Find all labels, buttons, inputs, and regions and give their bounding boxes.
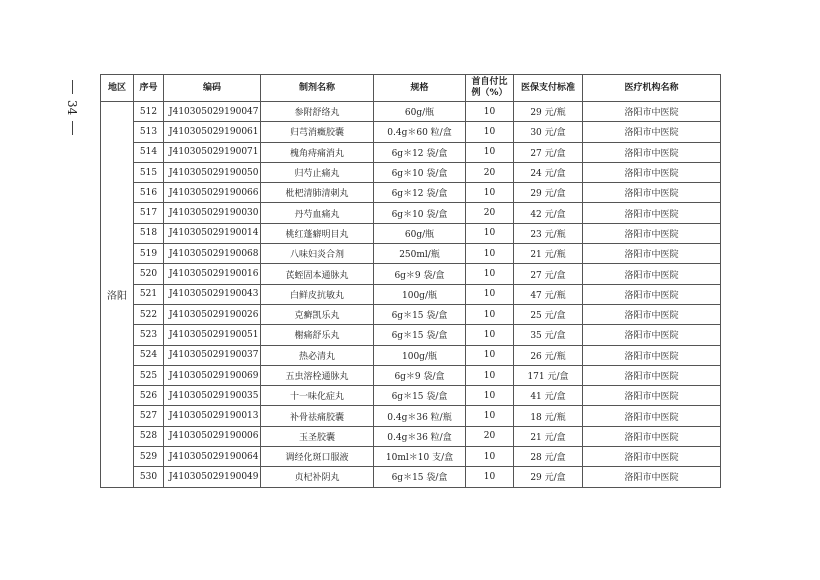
table-row xyxy=(101,406,721,426)
cell-price: 23 元/瓶 xyxy=(514,223,583,243)
cell-ratio: 10 xyxy=(466,345,514,365)
table-row xyxy=(101,142,721,162)
page-number xyxy=(60,80,84,160)
cell-code: J410305029190035 xyxy=(164,386,261,406)
header-ratio: 首自付比例（%） xyxy=(466,75,514,102)
cell-code: J410305029190047 xyxy=(164,102,261,122)
cell-spec: 6g＊15 袋/盒 xyxy=(374,304,466,324)
table-header-row xyxy=(101,75,721,102)
cell-seq: 527 xyxy=(134,406,164,426)
cell-ratio: 10 xyxy=(466,122,514,142)
cell-price: 29 元/盒 xyxy=(514,467,583,487)
cell-name: 贞杞补阴丸 xyxy=(261,467,374,487)
cell-code: J410305029190061 xyxy=(164,122,261,142)
cell-ratio: 10 xyxy=(466,447,514,467)
table-row xyxy=(101,467,721,487)
cell-seq: 524 xyxy=(134,345,164,365)
cell-institution: 洛阳市中医院 xyxy=(583,244,721,264)
cell-name: 五虫溶栓通脉丸 xyxy=(261,365,374,385)
cell-price: 26 元/瓶 xyxy=(514,345,583,365)
cell-ratio: 10 xyxy=(466,467,514,487)
cell-name: 八味妇炎合剂 xyxy=(261,244,374,264)
cell-name: 参附舒络丸 xyxy=(261,102,374,122)
cell-institution: 洛阳市中医院 xyxy=(583,426,721,446)
cell-institution: 洛阳市中医院 xyxy=(583,325,721,345)
cell-institution: 洛阳市中医院 xyxy=(583,203,721,223)
cell-seq: 521 xyxy=(134,284,164,304)
cell-name: 归芎消癥胶囊 xyxy=(261,122,374,142)
table-row xyxy=(101,386,721,406)
cell-institution: 洛阳市中医院 xyxy=(583,345,721,365)
header-seq: 序号 xyxy=(134,75,164,102)
cell-ratio: 20 xyxy=(466,162,514,182)
cell-institution: 洛阳市中医院 xyxy=(583,386,721,406)
cell-spec: 100g/瓶 xyxy=(374,345,466,365)
cell-seq: 523 xyxy=(134,325,164,345)
cell-name: 归芍止痛丸 xyxy=(261,162,374,182)
cell-ratio: 10 xyxy=(466,406,514,426)
cell-price: 42 元/盒 xyxy=(514,203,583,223)
cell-name: 丹芍血痛丸 xyxy=(261,203,374,223)
cell-price: 35 元/盒 xyxy=(514,325,583,345)
cell-seq: 519 xyxy=(134,244,164,264)
table-row xyxy=(101,122,721,142)
cell-institution: 洛阳市中医院 xyxy=(583,365,721,385)
cell-seq: 513 xyxy=(134,122,164,142)
table-row xyxy=(101,244,721,264)
cell-institution: 洛阳市中医院 xyxy=(583,122,721,142)
cell-price: 28 元/盒 xyxy=(514,447,583,467)
cell-spec: 6g＊15 袋/盒 xyxy=(374,467,466,487)
cell-seq: 530 xyxy=(134,467,164,487)
cell-seq: 516 xyxy=(134,183,164,203)
table-row xyxy=(101,162,721,182)
cell-seq: 518 xyxy=(134,223,164,243)
table-row xyxy=(101,325,721,345)
cell-spec: 6g＊15 袋/盒 xyxy=(374,325,466,345)
cell-ratio: 10 xyxy=(466,365,514,385)
header-price: 医保支付标准 xyxy=(514,75,583,102)
table-row xyxy=(101,284,721,304)
cell-code: J410305029190071 xyxy=(164,142,261,162)
cell-spec: 250ml/瓶 xyxy=(374,244,466,264)
cell-institution: 洛阳市中医院 xyxy=(583,183,721,203)
cell-spec: 10ml＊10 支/盒 xyxy=(374,447,466,467)
cell-code: J410305029190051 xyxy=(164,325,261,345)
cell-name: 桃红蓬癖明目丸 xyxy=(261,223,374,243)
header-code: 编码 xyxy=(164,75,261,102)
header-region: 地区 xyxy=(101,75,134,102)
cell-price: 41 元/盒 xyxy=(514,386,583,406)
cell-code: J410305029190013 xyxy=(164,406,261,426)
page-number-dash-top xyxy=(72,80,73,94)
cell-price: 30 元/盒 xyxy=(514,122,583,142)
cell-seq: 528 xyxy=(134,426,164,446)
cell-institution: 洛阳市中医院 xyxy=(583,223,721,243)
cell-code: J410305029190037 xyxy=(164,345,261,365)
cell-name: 克癣凯乐丸 xyxy=(261,304,374,324)
cell-institution: 洛阳市中医院 xyxy=(583,284,721,304)
cell-code: J410305029190043 xyxy=(164,284,261,304)
region-cell: 洛阳 xyxy=(101,102,134,488)
cell-ratio: 10 xyxy=(466,244,514,264)
cell-price: 24 元/盒 xyxy=(514,162,583,182)
cell-code: J410305029190068 xyxy=(164,244,261,264)
cell-price: 29 元/瓶 xyxy=(514,102,583,122)
cell-institution: 洛阳市中医院 xyxy=(583,264,721,284)
cell-ratio: 10 xyxy=(466,304,514,324)
table-row xyxy=(101,264,721,284)
cell-code: J410305029190064 xyxy=(164,447,261,467)
cell-institution: 洛阳市中医院 xyxy=(583,447,721,467)
page-number-text: 34 xyxy=(65,100,79,116)
cell-price: 27 元/盒 xyxy=(514,264,583,284)
cell-seq: 522 xyxy=(134,304,164,324)
cell-code: J410305029190026 xyxy=(164,304,261,324)
cell-name: 热必清丸 xyxy=(261,345,374,365)
cell-name: 白鲜皮抗敏丸 xyxy=(261,284,374,304)
cell-seq: 512 xyxy=(134,102,164,122)
cell-spec: 6g＊10 袋/盒 xyxy=(374,203,466,223)
cell-ratio: 10 xyxy=(466,284,514,304)
cell-name: 玉圣胶囊 xyxy=(261,426,374,446)
cell-name: 补骨祛痛胶囊 xyxy=(261,406,374,426)
cell-price: 171 元/盒 xyxy=(514,365,583,385)
cell-price: 21 元/瓶 xyxy=(514,244,583,264)
cell-spec: 0.4g＊60 粒/盒 xyxy=(374,122,466,142)
cell-code: J410305029190049 xyxy=(164,467,261,487)
cell-ratio: 10 xyxy=(466,386,514,406)
cell-ratio: 10 xyxy=(466,102,514,122)
header-spec: 规格 xyxy=(374,75,466,102)
cell-institution: 洛阳市中医院 xyxy=(583,467,721,487)
cell-ratio: 10 xyxy=(466,183,514,203)
cell-seq: 515 xyxy=(134,162,164,182)
cell-name: 枇杷清肺清刺丸 xyxy=(261,183,374,203)
cell-name: 十一味化症丸 xyxy=(261,386,374,406)
cell-spec: 6g＊12 袋/盒 xyxy=(374,183,466,203)
cell-seq: 517 xyxy=(134,203,164,223)
table-row xyxy=(101,304,721,324)
cell-spec: 6g＊10 袋/盒 xyxy=(374,162,466,182)
table-row xyxy=(101,203,721,223)
cell-seq: 514 xyxy=(134,142,164,162)
formulation-table xyxy=(100,74,721,488)
cell-code: J410305029190069 xyxy=(164,365,261,385)
cell-institution: 洛阳市中医院 xyxy=(583,162,721,182)
cell-code: J410305029190066 xyxy=(164,183,261,203)
cell-ratio: 10 xyxy=(466,325,514,345)
cell-spec: 6g＊9 袋/盒 xyxy=(374,264,466,284)
cell-spec: 6g＊12 袋/盒 xyxy=(374,142,466,162)
cell-institution: 洛阳市中医院 xyxy=(583,142,721,162)
cell-price: 47 元/瓶 xyxy=(514,284,583,304)
cell-spec: 6g＊9 袋/盒 xyxy=(374,365,466,385)
cell-ratio: 20 xyxy=(466,426,514,446)
cell-spec: 60g/瓶 xyxy=(374,102,466,122)
cell-price: 21 元/盒 xyxy=(514,426,583,446)
cell-code: J410305029190006 xyxy=(164,426,261,446)
cell-spec: 0.4g＊36 粒/瓶 xyxy=(374,406,466,426)
cell-seq: 525 xyxy=(134,365,164,385)
table-row xyxy=(101,223,721,243)
cell-spec: 0.4g＊36 粒/盒 xyxy=(374,426,466,446)
table-row xyxy=(101,183,721,203)
table-row xyxy=(101,102,721,122)
header-institution: 医疗机构名称 xyxy=(583,75,721,102)
cell-ratio: 10 xyxy=(466,264,514,284)
cell-code: J410305029190030 xyxy=(164,203,261,223)
cell-ratio: 10 xyxy=(466,223,514,243)
header-name: 制剂名称 xyxy=(261,75,374,102)
cell-seq: 529 xyxy=(134,447,164,467)
page-number-dash-bottom xyxy=(72,121,73,135)
cell-spec: 60g/瓶 xyxy=(374,223,466,243)
cell-ratio: 20 xyxy=(466,203,514,223)
table-body xyxy=(101,102,721,488)
table-row xyxy=(101,447,721,467)
cell-seq: 520 xyxy=(134,264,164,284)
cell-institution: 洛阳市中医院 xyxy=(583,406,721,426)
cell-ratio: 10 xyxy=(466,142,514,162)
cell-name: 调经化斑口服液 xyxy=(261,447,374,467)
cell-name: 榭痛舒乐丸 xyxy=(261,325,374,345)
table-row xyxy=(101,365,721,385)
cell-price: 27 元/盒 xyxy=(514,142,583,162)
cell-institution: 洛阳市中医院 xyxy=(583,304,721,324)
cell-name: 芪蛭固本通脉丸 xyxy=(261,264,374,284)
cell-code: J410305029190050 xyxy=(164,162,261,182)
cell-code: J410305029190016 xyxy=(164,264,261,284)
cell-name: 槐角痔痛消丸 xyxy=(261,142,374,162)
table-row xyxy=(101,345,721,365)
cell-institution: 洛阳市中医院 xyxy=(583,102,721,122)
cell-price: 25 元/盒 xyxy=(514,304,583,324)
cell-spec: 100g/瓶 xyxy=(374,284,466,304)
cell-price: 18 元/瓶 xyxy=(514,406,583,426)
cell-spec: 6g＊15 袋/盒 xyxy=(374,386,466,406)
cell-code: J410305029190014 xyxy=(164,223,261,243)
table-row xyxy=(101,426,721,446)
cell-price: 29 元/盒 xyxy=(514,183,583,203)
cell-seq: 526 xyxy=(134,386,164,406)
